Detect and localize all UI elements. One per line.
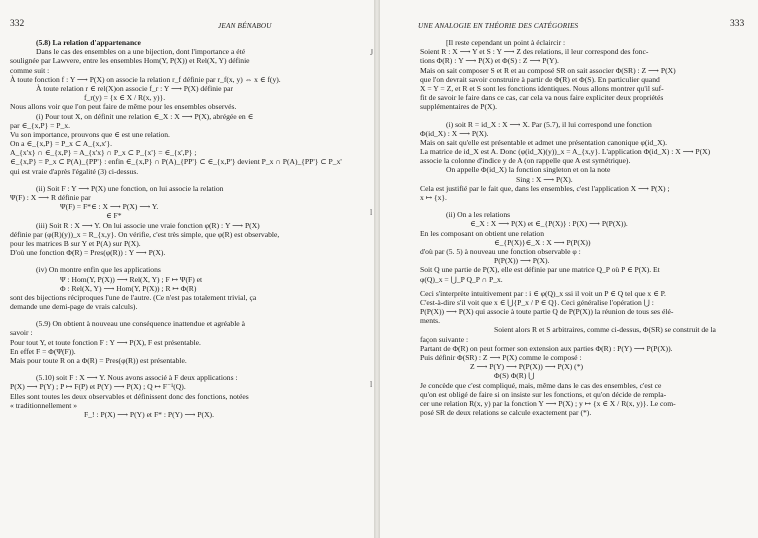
text-line: Soit Q une partie de P(X), elle est définie par une matrice Q_P où P ∈ P(X). Et	[420, 265, 660, 275]
text-line: En les composant on obtient une relation	[420, 228, 545, 238]
paragraph-gap	[10, 311, 360, 319]
text-line: soulignée par Lawvere, entre les ensembles Hom(Y, P(X)) et Rel(X, Y) définie	[10, 56, 250, 66]
text-line: À toute relation r ∈ rel(X)on associe f_r : Y ⟶ P(X) définie par	[36, 83, 234, 93]
text-line: Vu son importance, prouvons que ∈ est une relation.	[10, 129, 170, 139]
text-line: (5.10) soit F : X ⟶ Y. Nous avons associé à F deux applications :	[36, 373, 238, 383]
margin-mark: J	[370, 48, 374, 57]
text-line: Puis définir Φ(SR) : Z ⟶ P(X) comme le composé :	[420, 353, 582, 362]
text-line: [Il reste cependant un point à éclaircir :	[446, 38, 566, 47]
page-number: 332	[10, 19, 25, 29]
text-line: D'où une fonction Φ(R) = Pres(φ(R)) : Y ⟶ P(X).	[10, 248, 166, 258]
text-line: Pour tout Y, et toute fonction F : Y ⟶ P(X), F est présentable.	[10, 337, 201, 347]
text-line: Mais on sait qu'elle est présentable et admet une présentation canonique φ(id_X).	[420, 137, 667, 147]
text-line: comme suit :	[10, 65, 50, 75]
text-line: À toute fonction f : Y ⟶ P(X) on associe la relation r_f définie par r_f(x, y) ⇔ x ∈ f(y).	[10, 74, 281, 84]
paragraph-gap	[10, 365, 360, 373]
text-line: qu'on est obligé de faire si on insiste sur les fonctions, et qu'on décide de rempla-	[420, 389, 667, 399]
text-line: définie par (φ(R)(y))_x = R_{x,y}. On vérifie, c'est très simple, que φ(R) est observable,	[10, 229, 280, 239]
text-line: La matrice de id_X est A. Donc (φ(id_X)(y))_x = A_{x,y}. L'application Φ(id_X) : X ⟶ P(X)	[420, 147, 711, 157]
text-line: Mais on sait composer S et R et au composé SR on sait associer Φ(SR) : Z ⟶ P(X)	[420, 65, 676, 75]
text-line: (ii) Soit F : Y ⟶ P(X) une fonction, on lui associe la relation	[36, 183, 224, 193]
text-line: C'est-à-dire s'il voit que x ∈ ⋃{P_x / P ∈ Q}. Ceci généralise l'opération ⋃ :	[420, 297, 654, 307]
text-line: ∈_X : X ⟶ P(X) et ∈_{P(X)} : P(X) ⟶ P(P(X)).	[470, 219, 628, 229]
text-line: En effet F = Φ(Ψ(F)).	[10, 346, 76, 356]
text-line: P(P(X)) ⟶ P(X) qui associe à toute partie Q de P(P(X)) la réunion de tous ses élé-	[420, 307, 674, 317]
margin-mark: l	[370, 380, 373, 389]
text-line: Mais pour toute R on a Φ(R) = Pres(φ(R)) est présentable.	[10, 356, 187, 365]
paragraph-gap	[420, 202, 744, 210]
text-line: Ψ(F) : X ⟶ R définie par	[10, 193, 91, 202]
text-line: posé SR de deux relations se calcule exactement par (*).	[420, 408, 592, 418]
text-column	[420, 38, 744, 417]
text-line: (iv) On montre enfin que les applications	[36, 265, 161, 275]
text-line: savoir :	[10, 328, 33, 338]
text-line: (i) soit R = id_X : X ⟶ X. Par (5.7), il lui correspond une fonction	[446, 119, 652, 129]
paragraph-gap	[10, 257, 360, 265]
text-line: P(X) ⟶ P(Y) ; P ↦ F(P) et P(Y) ⟶ P(X) ; Q ↦ F⁻¹(Q).	[10, 382, 186, 392]
text-line: Φ(S) Φ(R) ⋃	[494, 371, 535, 381]
text-line: Cela est justifié par le fait que, dans les ensembles, c'est l'application X ⟶ P(X) ;	[420, 183, 670, 193]
text-line: Ceci s'interprète intuitivement par : i ∈ φ(Q)_x ssi il voit un P ∈ Q tel que x ∈ P.	[420, 288, 666, 298]
text-line: x ↦ {x}.	[420, 193, 447, 202]
text-line: (iii) Soit R : X ⟶ Y. On lui associe une vraie fonction φ(R) : Y ⟶ P(X)	[36, 220, 260, 230]
text-line: Φ : Rel(X, Y) ⟶ Hom(Y, P(X)) ; R ↦ Φ(R)	[60, 283, 197, 293]
page-number: 333	[730, 19, 745, 29]
text-line: Partant de Φ(R) on peut former son extension aux parties Φ(R) : P(Y) ⟶ P(P(X)).	[420, 343, 673, 353]
text-line: Soient R : X ⟶ Y et S : Y ⟶ Z des relations, il leur correspond des fonc-	[420, 47, 649, 57]
text-line: P(P(X)) ⟶ P(X).	[494, 256, 550, 266]
text-line: A_{x'x} ∩ ∈_{x,P} = A_{x'x} ∩ P_x ⊂ P_{x'} = ∈_{x',P} ;	[10, 148, 197, 158]
text-line: ments.	[420, 316, 441, 326]
text-line: Ψ(F) = F*∈ : X ⟶ P(X) ⟶ Y.	[60, 202, 159, 212]
text-line: f_r(y) = {x ∈ X / R(x, y)}.	[84, 93, 166, 103]
text-line: (5.9) On obtient à nouveau une conséquence inattendue et agréable à	[36, 319, 245, 329]
text-line: (ii) On a les relations	[446, 210, 511, 220]
text-line: (i) Pour tout X, on définit une relation ∈_X : X ⟶ P(X), abrégée en ∈	[36, 111, 254, 121]
right-page	[380, 0, 758, 538]
text-line: fit de savoir le faire dans ce cas, car cela va nous faire expliciter deux propriétés	[420, 93, 664, 103]
text-line: tions Φ(R) : Y ⟶ P(X) et Φ(S) : Z ⟶ P(Y).	[420, 56, 559, 66]
text-line: Φ(id_X) : X ⟶ P(X).	[420, 128, 489, 138]
text-line: F_! : P(X) ⟶ P(Y) et F* : P(Y) ⟶ P(X).	[84, 409, 214, 419]
text-line: φ(Q)_x = ⋃_P Q_P ∩ P_x.	[420, 274, 503, 284]
left-page	[0, 0, 374, 538]
text-line: demande une demi-page de vrais calculs).	[10, 302, 138, 312]
text-line: Soient alors R et S arbitraires, comme ci-dessus, Φ(SR) se construit de la	[494, 325, 716, 335]
text-line: ∈_{P(X)}∈_X : X ⟶ P(P(X))	[494, 237, 591, 247]
paragraph-gap	[420, 112, 744, 120]
text-line: pour les matrices B sur Y et P(A) sur P(X).	[10, 238, 141, 248]
text-line: cer une relation R(x, y) par la fonction Y ⟶ P(X) ; y ↦ {x ∈ X / R(x, y)}. Le com-	[420, 398, 676, 408]
text-line: Elles sont toutes les deux observables et définissent donc des fonctions, notées	[10, 391, 249, 401]
running-head: UNE ANALOGIE EN THÉORIE DES CATÉGORIES	[418, 22, 579, 30]
text-line: par ∈_{x,P} = P_x.	[10, 120, 71, 130]
text-line: Sing : X ⟶ P(X).	[516, 174, 573, 184]
text-line: associe la colonne d'indice y de A (on rappelle que A est symétrique).	[420, 156, 631, 166]
text-line: (5.8) La relation d'appartenance	[36, 38, 141, 47]
text-line: qui est vraie d'après l'égalité (3) ci-dessus.	[10, 166, 139, 176]
text-line: ∈ F*	[106, 211, 122, 221]
text-line: « traditionnellement »	[10, 400, 78, 410]
paragraph-gap	[10, 176, 360, 184]
text-line: supplémentaires de P(X).	[420, 102, 497, 112]
text-column	[10, 38, 360, 419]
text-line: Ψ : Hom(Y, P(X)) ⟶ Rel(X, Y) ; F ↦ Ψ(F) et	[60, 274, 203, 284]
text-line: Je concède que c'est compliqué, mais, même dans le cas des ensembles, c'est ce	[420, 380, 662, 390]
text-line: sont des bijections réciproques l'une de l'autre. (Ce n'est pas totalement trivial, ça	[10, 292, 257, 302]
text-line: Z ⟶ P(Y) ⟶ P(P(X)) ⟶ P(X) (*)	[470, 362, 584, 372]
text-line: d'où par (5. 5) à nouveau une fonction observable φ :	[420, 246, 581, 256]
text-line: On a ∈_{x,P} = P_x ⊂ A_{x,x'}.	[10, 139, 113, 149]
text-line: Nous allons voir que l'on peut faire de même pour les ensembles observés.	[10, 102, 237, 112]
text-line: Dans le cas des ensembles on a une bijection, dont l'importance a été	[36, 47, 246, 57]
margin-mark: l	[370, 208, 373, 217]
text-line: façon suivante :	[420, 334, 469, 344]
text-line: ∈_{x,P} = P_x ⊂ P(A)_{PP'} : enfin ∈_{x,P} ∩ P(A)_{PP'} ⊂ ∈_{x,P'} devient P_x ∩ P(A)_{PP'} ⊂ P_x'	[10, 157, 342, 167]
text-line: que l'on devrait savoir construire à partir de Φ(R) et Φ(S). En particulier quand	[420, 74, 660, 84]
text-line: On appelle Φ(id_X) la fonction singleton et on la note	[446, 165, 611, 175]
running-head: JEAN BÉNABOU	[218, 22, 272, 30]
text-line: X = Y = Z, et R et S sont les fonctions identiques. Nous allons montrer qu'il suf-	[420, 83, 664, 93]
